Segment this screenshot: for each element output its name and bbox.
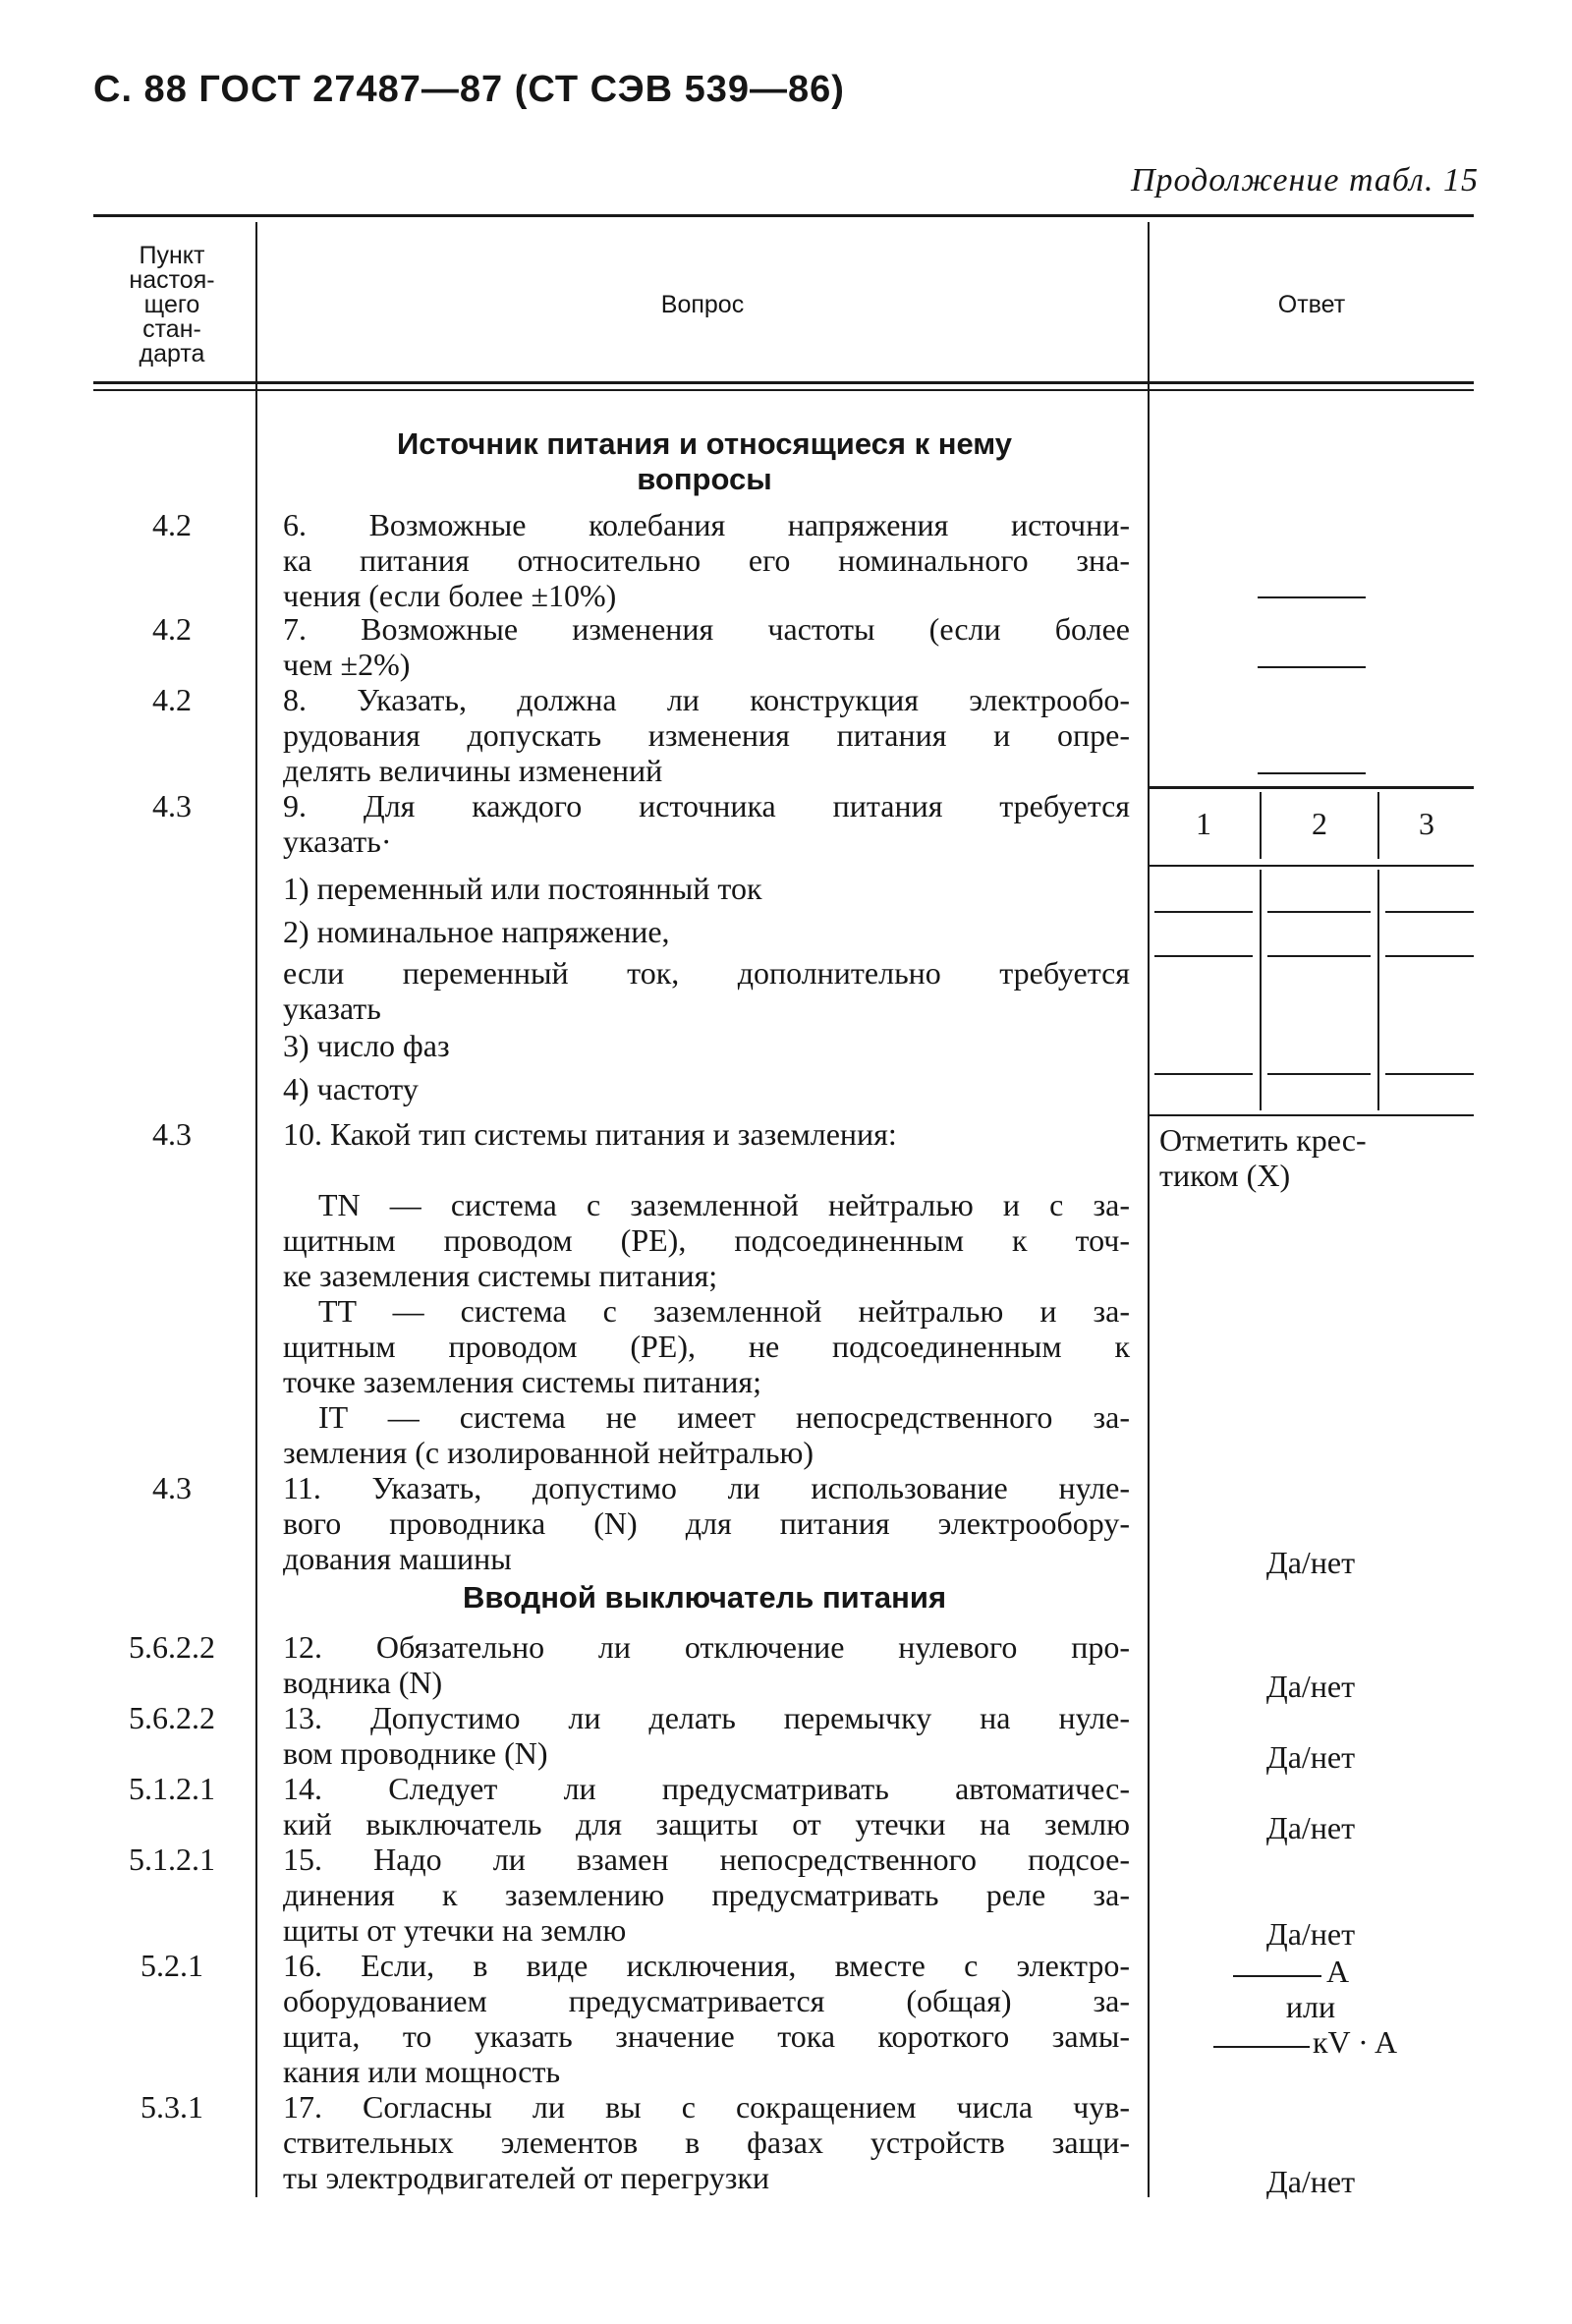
row-point: 5.2.1 (140, 1948, 203, 1983)
question-9-items-2: 3) число фаз 4) частоту (283, 1028, 450, 1106)
col-divider-left (255, 222, 257, 2197)
answer-grid-divider-2b (1377, 870, 1379, 1110)
row-point: 4.3 (152, 788, 192, 823)
answer-grid-head (1148, 865, 1474, 867)
answer-blank-amps (1233, 1975, 1321, 1977)
row-point: 5.1.2.1 (129, 1771, 215, 1806)
answer-grid-row-2 (1154, 955, 1253, 957)
col-divider-right (1148, 222, 1150, 2197)
answer-yes-no-11: Да/нет (1265, 1545, 1356, 1580)
row-point: 4.3 (152, 1470, 192, 1505)
column-header-question: Вопрос (660, 291, 745, 318)
answer-blank-6 (1258, 596, 1366, 598)
question-6: 6. Возможные колебания напряжения источни- ка питания относительно его номинального зна- чения (если более ±10%) (283, 507, 1130, 613)
answer-yes-no-12: Да/нет (1265, 1669, 1356, 1704)
answer-grid-row-3 (1267, 1073, 1371, 1075)
answer-grid-row-3 (1385, 1073, 1474, 1075)
question-16: 16. Если, в виде исключения, вместе с электро- оборудованием предусматривается (общая) за- щита, то указать значение тока короткого замы- кания или мощность (283, 1948, 1130, 2089)
answer-grid-row-2 (1385, 955, 1474, 957)
table-head-rule (93, 381, 1474, 384)
question-10: 10. Какой тип системы питания и заземления: (283, 1116, 897, 1152)
row-point: 5.1.2.1 (129, 1842, 215, 1877)
row-point: 4.2 (152, 507, 192, 542)
answer-grid-row-1 (1154, 911, 1253, 913)
answer-subcol-3: 3 (1419, 806, 1434, 841)
row-point: 5.6.2.2 (129, 1700, 215, 1735)
system-tt: TT — система с заземленной нейтралью и за- щитным проводом (PE), не подсоединенным к точке заземления системы питания; (283, 1293, 1130, 1399)
table-continuation-label: Продолжение табл. 15 (1130, 162, 1479, 198)
question-13: 13. Допустимо ли делать перемычку на нуле- вом проводнике (N) (283, 1700, 1130, 1771)
answer-grid-row-1 (1267, 911, 1371, 913)
answer-subcol-2: 2 (1312, 806, 1327, 841)
answer-or: или (1285, 1989, 1336, 2024)
section-title-input-switch: Вводной выключатель питания (462, 1580, 947, 1615)
answer-blank-8 (1258, 772, 1366, 774)
answer-yes-no-17: Да/нет (1265, 2164, 1356, 2199)
question-17: 17. Согласны ли вы с сокращением числа чув- ствительных элементов в фазах устройств защи- ты электродвигателей от перегрузки (283, 2089, 1130, 2195)
answer-yes-no-15: Да/нет (1265, 1916, 1356, 1952)
row-point: 5.6.2.2 (129, 1629, 215, 1665)
system-tn: TN — система с заземленной нейтралью и с за- щитным проводом (PE), подсоединенным к точ- ке заземления системы питания; (283, 1187, 1130, 1293)
question-11: 11. Указать, допустимо ли использование нуле- вого проводника (N) для питания электрообору- дования машины (283, 1470, 1130, 1576)
column-header-answer: Ответ (1277, 291, 1346, 318)
answer-mark-cross: Отметить крес- тиком (X) (1159, 1122, 1367, 1193)
answer-subcol-1: 1 (1196, 806, 1211, 841)
question-9: 9. Для каждого источника питания требуется указать· (283, 788, 1130, 859)
answer-grid-top (1148, 786, 1474, 789)
question-14: 14. Следует ли предусматривать автоматичес- кий выключатель для защиты от утечки на землю (283, 1771, 1130, 1842)
question-9-items: 1) переменный или постоянный ток 2) номинальное напряжение, (283, 871, 762, 949)
answer-unit-amps: A (1326, 1954, 1350, 1989)
section-title-power-source: Источник питания и относящиеся к нему вопросы (396, 426, 1013, 496)
question-15: 15. Надо ли взамен непосредственного подсое- динения к заземлению предусматривать реле за- щиты от утечки на землю (283, 1842, 1130, 1948)
answer-grid-divider-1b (1260, 870, 1262, 1110)
answer-grid-row-1 (1385, 911, 1474, 913)
question-7: 7. Возможные изменения частоты (если более чем ±2%) (283, 611, 1130, 682)
question-9-note: если переменный ток, дополнительно требуется указать (283, 955, 1130, 1026)
row-point: 4.2 (152, 611, 192, 647)
answer-unit-kva: кV · A (1313, 2024, 1398, 2060)
answer-yes-no-13: Да/нет (1265, 1739, 1356, 1775)
answer-blank-kva (1213, 2046, 1310, 2048)
page-header: С. 88 ГОСТ 27487—87 (СТ СЭВ 539—86) (93, 69, 845, 110)
question-8: 8. Указать, должна ли конструкция электрообо- рудования допускать изменения питания и опре- делять величины изменений (283, 682, 1130, 788)
row-point: 4.3 (152, 1116, 192, 1152)
table-head-rule-2 (93, 389, 1474, 391)
system-it: IT — система не имеет непосредственного за- земления (с изолированной нейтралью) (283, 1399, 1130, 1470)
table-top-rule (93, 214, 1474, 217)
answer-grid-row-2 (1267, 955, 1371, 957)
row-point: 4.2 (152, 682, 192, 717)
row-point: 5.3.1 (140, 2089, 203, 2125)
answer-grid-bottom (1148, 1114, 1474, 1116)
column-header-point: Пункт настоя- щего стан- дарта (129, 242, 215, 368)
answer-yes-no-14: Да/нет (1265, 1810, 1356, 1845)
answer-blank-7 (1258, 666, 1366, 668)
question-12: 12. Обязательно ли отключение нулевого про- водника (N) (283, 1629, 1130, 1700)
answer-grid-row-3 (1154, 1073, 1253, 1075)
